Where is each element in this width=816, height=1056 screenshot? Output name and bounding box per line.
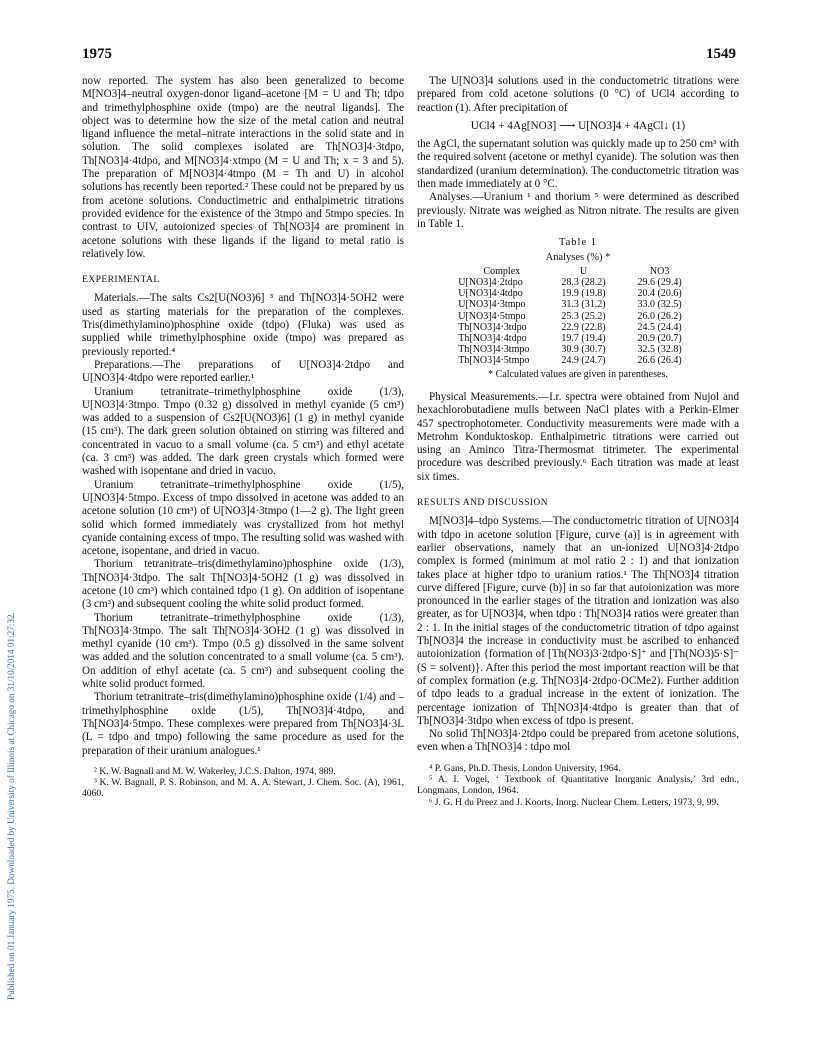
journal-year: 1975 [82, 46, 112, 62]
table-subcaption: Analyses (%) * [545, 251, 611, 263]
agcl-paragraph: the AgCl, the supernatant solution was quickly made up to 250 cm³ with the required solvent (acetone or methyl cyanide). The solution was then standardized (uranium determination). The conductometric titration was then made immediately at 0 °C. [417, 138, 739, 191]
cell-complex: U[NO3]4·5tmpo [458, 310, 526, 322]
cell-u: 22.9 (22.8) [561, 321, 606, 333]
experimental-heading: EXPERIMENTAL [82, 274, 160, 286]
table-footnote: * Calculated values are given in parentheses. [488, 368, 668, 380]
solutions-paragraph: The U[NO3]4 solutions used in the conductometric titrations were prepared from cold acetone solutions (0 °C) of UCl4 according to reaction (1). After precipitation of [417, 75, 739, 114]
results-paragraph-2: No solid Th[NO3]4·2tdpo could be prepared from acetone solutions, even when a Th[NO3]4 : tdpo mol [417, 728, 739, 754]
table-row [458, 322, 697, 333]
cell-no3: 24.5 (24.4) [637, 321, 682, 333]
download-watermark[interactable]: Published on 01 January 1975. Downloaded by University of Illinois at Chicago on 31/10/2014 01:27:32. [6, 612, 16, 1000]
uranium-tmpo-3-paragraph: Uranium tetranitrate–trimethylphosphine oxide (1/3), U[NO3]4·3tmpo. Tmpo (0.32 g) dissolved in methyl cyanide (5 cm³) was added to a suspension of Cs2[U(NO3)6] (1 g) in methyl cyanide (15 cm³). The dark green solution obtained on stirring was filtered and concentrated in vacuo to a small volume (ca. 5 cm³) and ethyl acetate (ca. 3 cm³) was added. The dark green crystals which formed were washed with isopentane and dried in vacuo. [82, 385, 404, 478]
cell-no3: 20.9 (20.7) [637, 333, 682, 345]
materials-paragraph: Materials.—The salts Cs2[U(NO3)6] ³ and Th[NO3]4·5OH2 were used as starting materials for the preparation of the complexes. Tris(dimethylamino)phosphine oxide (tdpo) (Fluka) was used as supplied while trimethylphosphine oxide (tmpo) was prepared as previously reported.⁴ [82, 292, 404, 358]
thorium-tmpo-paragraph: Thorium tetranitrate–trimethylphosphine oxide (1/3), Th[NO3]4·3tmpo. The salt Th[NO3]4·3OH2 (1 g) was dissolved in methyl cyanide (10 cm³). Tmpo (0.5 g) dissolved in the same solvent was added and the solution concentrated to a small volume (ca. 5 cm³). On addition of ethyl acetate (ca. 5 cm³) and subsequent cooling the white solid product formed. [82, 611, 404, 691]
cell-u: 25.3 (25.2) [561, 310, 606, 322]
table-row [458, 288, 697, 299]
table-row [458, 311, 697, 322]
table-row [458, 344, 697, 355]
left-references [82, 766, 404, 800]
reference-6: ⁶ J. G. H du Preez and J. Koorts, Inorg. Nuclear Chem. Letters, 1973, 9, 99. [429, 796, 719, 808]
results-heading: RESULTS AND DISCUSSION [417, 497, 549, 509]
reference-5: ⁵ A. I. Vogel, ‘ Textbook of Quantitative Inorganic Analysis,’ 3rd edn., Longmans, London, 1964. [417, 774, 739, 797]
cell-u: 24.9 (24.7) [561, 355, 606, 367]
table-header-row [458, 266, 697, 277]
physical-measurements-paragraph: Physical Measurements.—I.r. spectra were obtained from Nujol and hexachlorobutadiene mulls between NaCl plates with a Perkin-Elmer 457 spectrophotometer. Conductivity measurements were made with a Metrohm Konduktoskop. Enthalpimetric titrations were carried out using an Aminco Titra-Thermosmat titrimeter. The experimental procedure was described previously.⁶ Each titration was made at least six times. [417, 390, 739, 483]
table-caption: Table 1 [558, 237, 598, 249]
header-no3: NO3 [649, 265, 670, 277]
results-paragraph: M[NO3]4–tdpo Systems.—The conductometric titration of U[NO3]4 with tdpo in acetone solution [Figure, curve (a)] is in agreement with earlier observations, namely that an un-ionized U[NO3]4·2tdpo complex is formed (minimum at mol ratio 2 : 1) and that ionization takes place at higher tdpo to uranium ratios.¹ The Th[NO3]4 titration curve differed [Figure, curve (b)] in so far that autoionization was more pronounced in the earlier stages of the titration and ionization was also greater, as for U[NO3]4, when tdpo : Th[NO3]4 ratios were greater than 2 : 1. In the initial stages of the conductometric titration of tdpo against Th[NO3]4 the increase in conductivity must be ascribed to enhanced autoionization {formation of [Th(NO3)3·2tdpo·S]⁺ and [Th(NO3)5·S]⁻ (S = solvent)}. After this period the most important reaction will be that of complex formation (e.g. Th[NO3]4·2tdpo·OCMe2). Further addition of tdpo leads to a gradual increase in the extent of ionization. The percentage ionization of Th[NO3]4·4tdpo is greater than that of Th[NO3]4·3tdpo when excess of tdpo is present. [417, 515, 739, 727]
cell-complex: Th[NO3]4·5tmpo [458, 355, 530, 367]
cell-no3: 32.5 (32.8) [637, 344, 682, 356]
cell-no3: 20.4 (20.6) [637, 288, 682, 300]
cell-no3: 33.0 (32.5) [637, 299, 682, 311]
analyses-table [458, 266, 697, 367]
cell-complex: U[NO3]4·2tdpo [458, 277, 523, 289]
header-u: U [579, 265, 588, 277]
cell-u: 30.9 (30.7) [561, 344, 606, 356]
cell-complex: Th[NO3]4·4tdpo [458, 333, 527, 345]
reference-2: ² K. W. Bagnall and M. W. Wakerley, J.C.S. Dalton, 1974, 889. [94, 765, 336, 777]
cell-u: 31.3 (31.2) [561, 299, 606, 311]
analyses-paragraph: Analyses.—Uranium ¹ and thorium ⁵ were determined as described previously. Nitrate was weighed as Nitron nitrate. The results are given in Table 1. [417, 191, 739, 230]
page-number: 1549 [706, 46, 736, 62]
cell-complex: U[NO3]4·4tdpo [458, 288, 523, 300]
cell-complex: U[NO3]4·3tmpo [458, 299, 526, 311]
cell-u: 28.3 (28.2) [561, 277, 606, 289]
preparations-paragraph: Preparations.—The preparations of U[NO3]4·2tdpo and U[NO3]4·4tdpo were reported earlier.¹ [82, 358, 404, 385]
right-references [417, 763, 739, 808]
thorium-mixed-paragraph: Thorium tetranitrate–tris(dimethylamino)phosphine oxide (1/4) and –trimethylphosphine oxide (1/5), Th[NO3]4·4tdpo, and Th[NO3]4·5tmpo. These complexes were prepared from Th[NO3]4·3L (L = tdpo and tmpo) following the same procedure as used for the preparation of their uranium analogues.¹ [82, 691, 404, 757]
cell-u: 19.9 (19.8) [561, 288, 606, 300]
table-row [458, 277, 697, 288]
cell-no3: 26.6 (26.4) [637, 355, 682, 367]
cell-no3: 26.0 (26.2) [637, 310, 682, 322]
right-column [417, 75, 739, 808]
reaction-equation: UCl4 + 4Ag[NO3] ⟶ U[NO3]4 + 4AgCl↓ (1) [470, 119, 686, 132]
uranium-tmpo-5-paragraph: Uranium tetranitrate–trimethylphosphine oxide (1/5), U[NO3]4·5tmpo. Excess of tmpo dissolved in acetone was added to an acetone solution (10 cm³) of U[NO3]4·3tmpo (1—2 g). The light green solid which formed immediately was crystallized from hot methyl cyanide containing excess of tmpo. The resulting solid was washed with acetone, isopentane, and dried in vacuo. [82, 478, 404, 558]
table-row [458, 355, 697, 366]
reference-4: ⁴ P. Gans, Ph.D. Thesis, London University, 1964. [429, 762, 621, 774]
reference-3: ³ K. W. Bagnall, P. S. Robinson, and M. A. A. Stewart, J. Chem. Soc. (A), 1961, 4060. [82, 777, 404, 800]
table-row [458, 333, 697, 344]
header-complex: Complex [483, 265, 521, 277]
table-row [458, 299, 697, 310]
cell-no3: 29.6 (29.4) [637, 277, 682, 289]
left-column [82, 75, 404, 800]
cell-u: 19.7 (19.4) [561, 333, 606, 345]
intro-paragraph: now reported. The system has also been generalized to become M[NO3]4–neutral oxygen-donor ligand–acetone [M = U and Th; tdpo and trimethylphosphine oxide (tmpo) are the neutral ligands]. The object was to determine how the size of the metal cation and neutral ligand influence the metal–nitrate interactions in the solid state and in solution. The solid complexes isolated are Th[NO3]4·3tdpo, Th[NO3]4·4tdpo, and M[NO3]4·xtmpo (M = U and Th; x = 3 and 5). The preparation of M[NO3]4·4tmpo (M = Th and U) in alcohol solutions has recently been reported.² These could not be prepared by us from acetone solutions. Conductimetric and enthalpimetric titrations provided evidence for the existence of the 3tmpo and 5tmpo species. In contrast to UIV, autoionized species of Th[NO3]4 are prominent in acetone solutions with these ligands if the ligand to metal ratio is relatively low. [82, 75, 404, 260]
cell-complex: Th[NO3]4·3tdpo [458, 321, 527, 333]
page-header [82, 46, 736, 66]
cell-complex: Th[NO3]4·3tmpo [458, 344, 530, 356]
thorium-tdpo-paragraph: Thorium tetranitrate–tris(dimethylamino)phosphine oxide (1/3), Th[NO3]4·3tdpo. The salt Th[NO3]4·5OH2 (1 g) was dissolved in acetone (10 cm³) which contained tdpo (1 g). On addition of isopentane (3 cm³) and subsequent cooling the white solid product formed. [82, 558, 404, 611]
